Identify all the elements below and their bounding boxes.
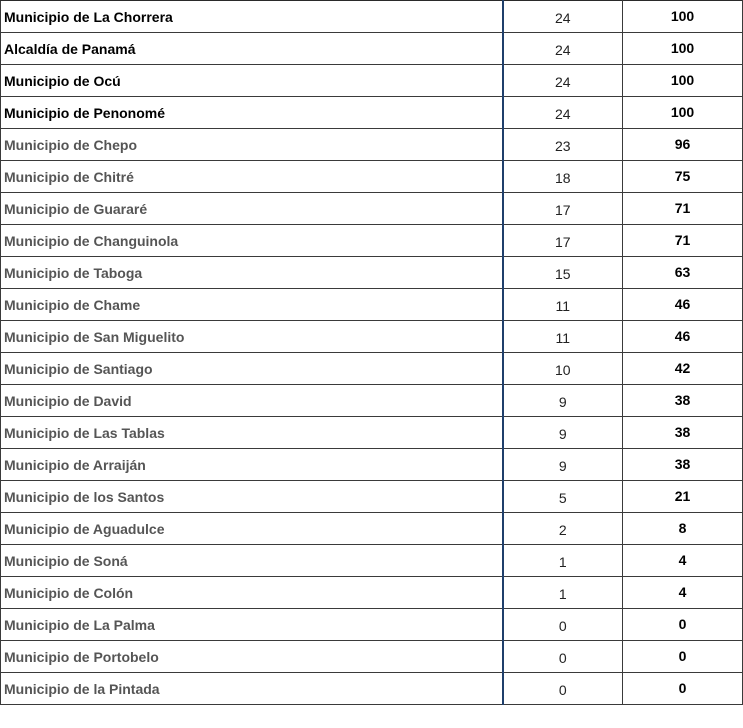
municipality-name-cell: Municipio de Guararé	[1, 193, 503, 225]
table-row	[1, 673, 743, 705]
percent-cell: 100	[623, 97, 743, 129]
municipality-name-cell: Municipio de Soná	[1, 545, 503, 577]
count-cell: 9	[503, 449, 623, 481]
count-cell: 9	[503, 417, 623, 449]
table-row	[1, 193, 743, 225]
table-row	[1, 353, 743, 385]
table-row	[1, 609, 743, 641]
count-cell: 24	[503, 1, 623, 33]
count-cell: 11	[503, 321, 623, 353]
table-row	[1, 481, 743, 513]
percent-cell: 0	[623, 641, 743, 673]
municipality-name-cell: Municipio de La Palma	[1, 609, 503, 641]
municipality-name-cell: Municipio de Changuinola	[1, 225, 503, 257]
count-cell: 24	[503, 97, 623, 129]
count-cell: 0	[503, 673, 623, 705]
municipality-name-cell: Municipio de San Miguelito	[1, 321, 503, 353]
table-row	[1, 225, 743, 257]
percent-cell: 71	[623, 193, 743, 225]
count-cell: 0	[503, 641, 623, 673]
municipality-name-cell: Municipio de Santiago	[1, 353, 503, 385]
table-row	[1, 97, 743, 129]
percent-cell: 46	[623, 321, 743, 353]
percent-cell: 71	[623, 225, 743, 257]
percent-cell: 8	[623, 513, 743, 545]
percent-cell: 100	[623, 65, 743, 97]
percent-cell: 63	[623, 257, 743, 289]
municipality-name-cell: Municipio de Portobelo	[1, 641, 503, 673]
count-cell: 11	[503, 289, 623, 321]
table-row	[1, 513, 743, 545]
table-row	[1, 257, 743, 289]
municipality-name-cell: Municipio de Taboga	[1, 257, 503, 289]
count-cell: 5	[503, 481, 623, 513]
table-row	[1, 1, 743, 33]
municipality-name-cell: Municipio de Aguadulce	[1, 513, 503, 545]
table-row	[1, 641, 743, 673]
percent-cell: 100	[623, 1, 743, 33]
percent-cell: 38	[623, 417, 743, 449]
percent-cell: 46	[623, 289, 743, 321]
count-cell: 24	[503, 33, 623, 65]
percent-cell: 4	[623, 545, 743, 577]
table-row	[1, 417, 743, 449]
table-row	[1, 545, 743, 577]
table-row	[1, 33, 743, 65]
count-cell: 23	[503, 129, 623, 161]
count-cell: 17	[503, 225, 623, 257]
percent-cell: 0	[623, 673, 743, 705]
count-cell: 17	[503, 193, 623, 225]
municipality-name-cell: Municipio de Colón	[1, 577, 503, 609]
count-cell: 15	[503, 257, 623, 289]
percent-cell: 4	[623, 577, 743, 609]
municipality-name-cell: Municipio de Chame	[1, 289, 503, 321]
table-row	[1, 129, 743, 161]
municipality-name-cell: Municipio de los Santos	[1, 481, 503, 513]
municipality-name-cell: Municipio de Chepo	[1, 129, 503, 161]
count-cell: 18	[503, 161, 623, 193]
count-cell: 1	[503, 577, 623, 609]
table-row	[1, 321, 743, 353]
percent-cell: 0	[623, 609, 743, 641]
municipality-name-cell: Municipio de David	[1, 385, 503, 417]
table-row	[1, 449, 743, 481]
percent-cell: 38	[623, 385, 743, 417]
municipality-name-cell: Municipio de Arraiján	[1, 449, 503, 481]
municipality-name-cell: Municipio de Chitré	[1, 161, 503, 193]
table-row	[1, 577, 743, 609]
percent-cell: 42	[623, 353, 743, 385]
percent-cell: 75	[623, 161, 743, 193]
count-cell: 10	[503, 353, 623, 385]
municipality-name-cell: Municipio de Penonomé	[1, 97, 503, 129]
percent-cell: 21	[623, 481, 743, 513]
municipality-name-cell: Municipio de Las Tablas	[1, 417, 503, 449]
count-cell: 1	[503, 545, 623, 577]
percent-cell: 100	[623, 33, 743, 65]
municipality-name-cell: Alcaldía de Panamá	[1, 33, 503, 65]
table-row	[1, 161, 743, 193]
count-cell: 9	[503, 385, 623, 417]
ranking-table-body	[1, 1, 743, 705]
count-cell: 2	[503, 513, 623, 545]
municipality-name-cell: Municipio de la Pintada	[1, 673, 503, 705]
municipality-name-cell: Municipio de Ocú	[1, 65, 503, 97]
table-row	[1, 385, 743, 417]
municipality-name-cell: Municipio de La Chorrera	[1, 1, 503, 33]
percent-cell: 96	[623, 129, 743, 161]
percent-cell: 38	[623, 449, 743, 481]
count-cell: 0	[503, 609, 623, 641]
table-row	[1, 289, 743, 321]
table-row	[1, 65, 743, 97]
count-cell: 24	[503, 65, 623, 97]
